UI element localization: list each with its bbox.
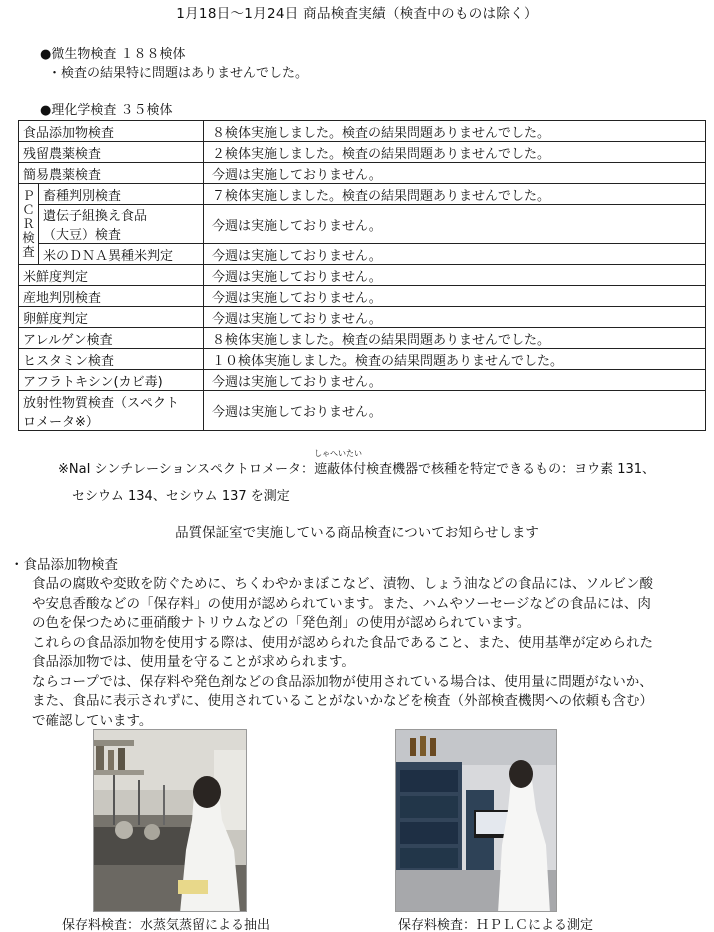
- row-name: アレルゲン検査: [19, 328, 204, 349]
- table-row: [19, 244, 706, 265]
- row-name-line2: ロメータ※）: [23, 414, 99, 430]
- row-name: 畜種判別検査: [39, 184, 204, 205]
- distillation-lab-photo: [94, 730, 247, 912]
- row-value: ２検体実施しました。検査の結果問題ありませんでした。: [204, 142, 706, 163]
- row-name: ヒスタミン検査: [19, 349, 204, 370]
- ruby-base: 遮蔽体: [314, 462, 354, 477]
- body-line: で確認しています。: [32, 712, 153, 729]
- footnote-line2: セシウム 134、セシウム 137 を測定: [72, 489, 290, 504]
- row-name: 簡易農薬検査: [19, 163, 204, 184]
- photo-caption-2: 保存料検査：ＨＰＬＣによる測定: [398, 918, 594, 932]
- ruby-term: [314, 449, 363, 477]
- table-row: [19, 205, 706, 244]
- pcr-label: [19, 189, 38, 259]
- chem-heading: ●理化学検査 ３５検体: [40, 103, 173, 118]
- row-name: 食品添加物検査: [19, 121, 204, 142]
- row-value: 今週は実施しておりません。: [204, 244, 706, 265]
- body-line: の色を保つために亜硝酸ナトリウムなどの「発色剤」の使用が認められています。: [32, 615, 531, 631]
- table-row: [19, 349, 706, 370]
- pcr-label-char: 査: [22, 244, 35, 259]
- row-value: 今週は実施しておりません。: [204, 265, 706, 286]
- pcr-label-char: 検: [22, 230, 35, 245]
- footnote-line1: [58, 449, 656, 477]
- row-name-line2: （大豆）検査: [43, 228, 122, 243]
- row-value: 今週は実施しておりません。: [204, 307, 706, 328]
- row-name-two-line: [39, 205, 204, 244]
- table-row: [19, 142, 706, 163]
- additive-body: [32, 575, 712, 731]
- hplc-lab-photo: [396, 730, 557, 912]
- row-value: 今週は実施しておりません。: [204, 370, 706, 391]
- row-name: 米のＤＮＡ異種米判定: [39, 244, 204, 265]
- table-row: [19, 370, 706, 391]
- body-line: ならコープでは、保存料や発色剤などの食品添加物が使用されている場合は、使用量に問題がないか、: [32, 673, 653, 690]
- table-row: [19, 265, 706, 286]
- body-line: 食品添加物では、使用量を守ることが求められます。: [32, 654, 355, 670]
- pcr-label-char: Ｃ: [22, 202, 35, 217]
- photo-hplc: [395, 729, 557, 912]
- row-name: 残留農薬検査: [19, 142, 204, 163]
- pcr-label-char: Ｒ: [22, 216, 35, 231]
- row-value: 今週は実施しておりません。: [204, 391, 706, 431]
- table-row: [19, 328, 706, 349]
- results-table: [18, 120, 706, 431]
- table-row: [19, 307, 706, 328]
- photo-caption-1: 保存料検査：水蒸気蒸留による抽出: [62, 918, 271, 932]
- row-name-two-line: [19, 391, 204, 431]
- photo-distillation: [93, 729, 247, 912]
- row-name-line1: 遺伝子組換え食品: [43, 209, 148, 224]
- table-row: [19, 121, 706, 142]
- row-value: 今週は実施しておりません。: [204, 163, 706, 184]
- row-value: 今週は実施しておりません。: [204, 286, 706, 307]
- table-row: [19, 163, 706, 184]
- row-value: １０検体実施しました。検査の結果問題ありませんでした。: [204, 349, 706, 370]
- pcr-label-char: Ｐ: [22, 188, 35, 203]
- table-row: [19, 286, 706, 307]
- pcr-group-label: [19, 184, 39, 265]
- page-title: 1月18日～1月24日 商品検査実績（検査中のものは除く）: [176, 6, 538, 22]
- micro-heading: ●微生物検査 １８８検体: [40, 47, 186, 62]
- row-value: ８検体実施しました。検査の結果問題ありませんでした。: [204, 328, 706, 349]
- announcement: 品質保証室で実施している商品検査についてお知らせします: [175, 525, 539, 541]
- ruby-reading: しゃへいたい: [314, 449, 363, 458]
- row-value: ８検体実施しました。検査の結果問題ありませんでした。: [204, 121, 706, 142]
- footnote-suffix: 付検査機器で核種を特定できるもの：ヨウ素 131、: [353, 462, 656, 477]
- row-name: アフラトキシン(カビ毒): [19, 370, 204, 391]
- body-line: また、食品に表示されずに、使用されていることがないかなどを検査（外部検査機関への依頼も含む）: [32, 693, 653, 709]
- footnote-prefix: ※NaI シンチレーションスペクトロメータ：: [58, 462, 315, 477]
- row-name: 産地判別検査: [19, 286, 204, 307]
- row-value: 今週は実施しておりません。: [204, 205, 706, 244]
- row-name: 卵鮮度判定: [19, 307, 204, 328]
- row-name: 米鮮度判定: [19, 265, 204, 286]
- table-row: [19, 184, 706, 205]
- table-row: [19, 391, 706, 431]
- body-line: 食品の腐敗や変敗を防ぐために、ちくわやかまぼこなど、漬物、しょう油などの食品には、ソルビン酸: [32, 576, 653, 592]
- row-value: ７検体実施しました。検査の結果問題ありませんでした。: [204, 184, 706, 205]
- body-line: や安息香酸などの「保存料」の使用が認められています。また、ハムやソーセージなどの食品には、肉: [32, 595, 651, 612]
- micro-result: ・検査の結果特に問題はありませんでした。: [48, 66, 309, 81]
- row-name-line1: 放射性物質検査（スペクト: [23, 395, 180, 411]
- body-line: これらの食品添加物を使用する際は、使用が認められた食品であること、また、使用基準が定められた: [32, 634, 653, 651]
- additive-heading: ・食品添加物検査: [10, 557, 118, 573]
